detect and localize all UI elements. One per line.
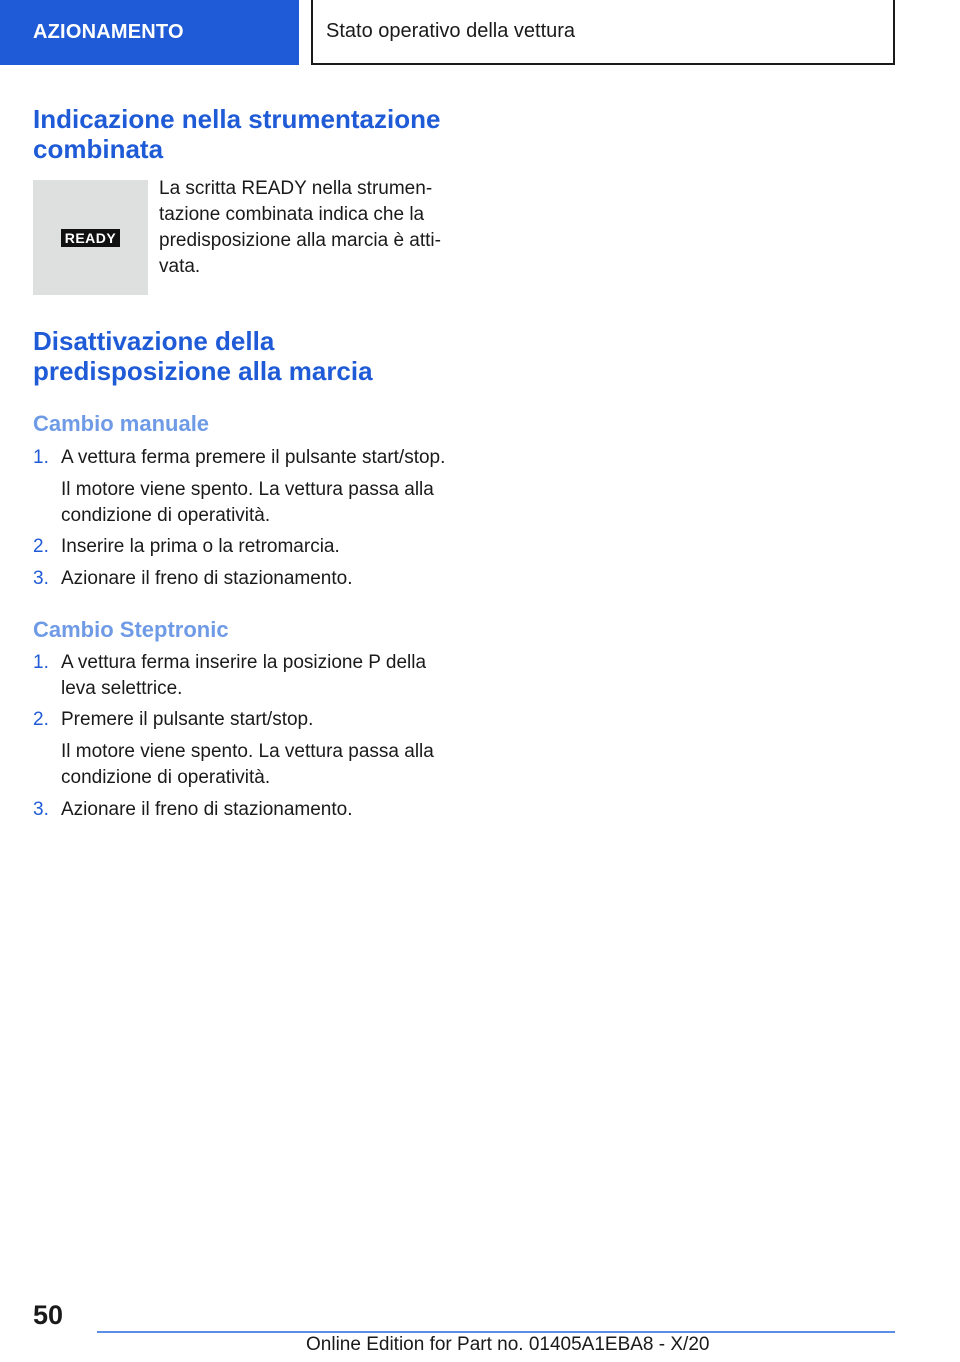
manual-heading: Cambio manuale (33, 411, 210, 436)
page-number: 50 (33, 1300, 64, 1330)
ready-label: READY (61, 229, 121, 247)
chapter-title: Stato operativo della vettura (311, 0, 895, 65)
display-heading: Indicazione nella strumentazione combinata (33, 104, 441, 164)
ready-indicator-image (33, 180, 148, 295)
section-tab: AZIONAMENTO (0, 0, 299, 65)
edition-note: Online Edition for Part no. 01405A1EBA8 - X/20 (306, 1334, 710, 1355)
steptronic-heading: Cambio Steptronic (33, 617, 229, 642)
deactivation-heading: Disattivazione della predisposizione alla marcia (33, 326, 373, 386)
display-description: La scritta READY nella strumen- tazione combinata indica che la predisposizione alla marcia è atti- vata. (159, 178, 441, 277)
